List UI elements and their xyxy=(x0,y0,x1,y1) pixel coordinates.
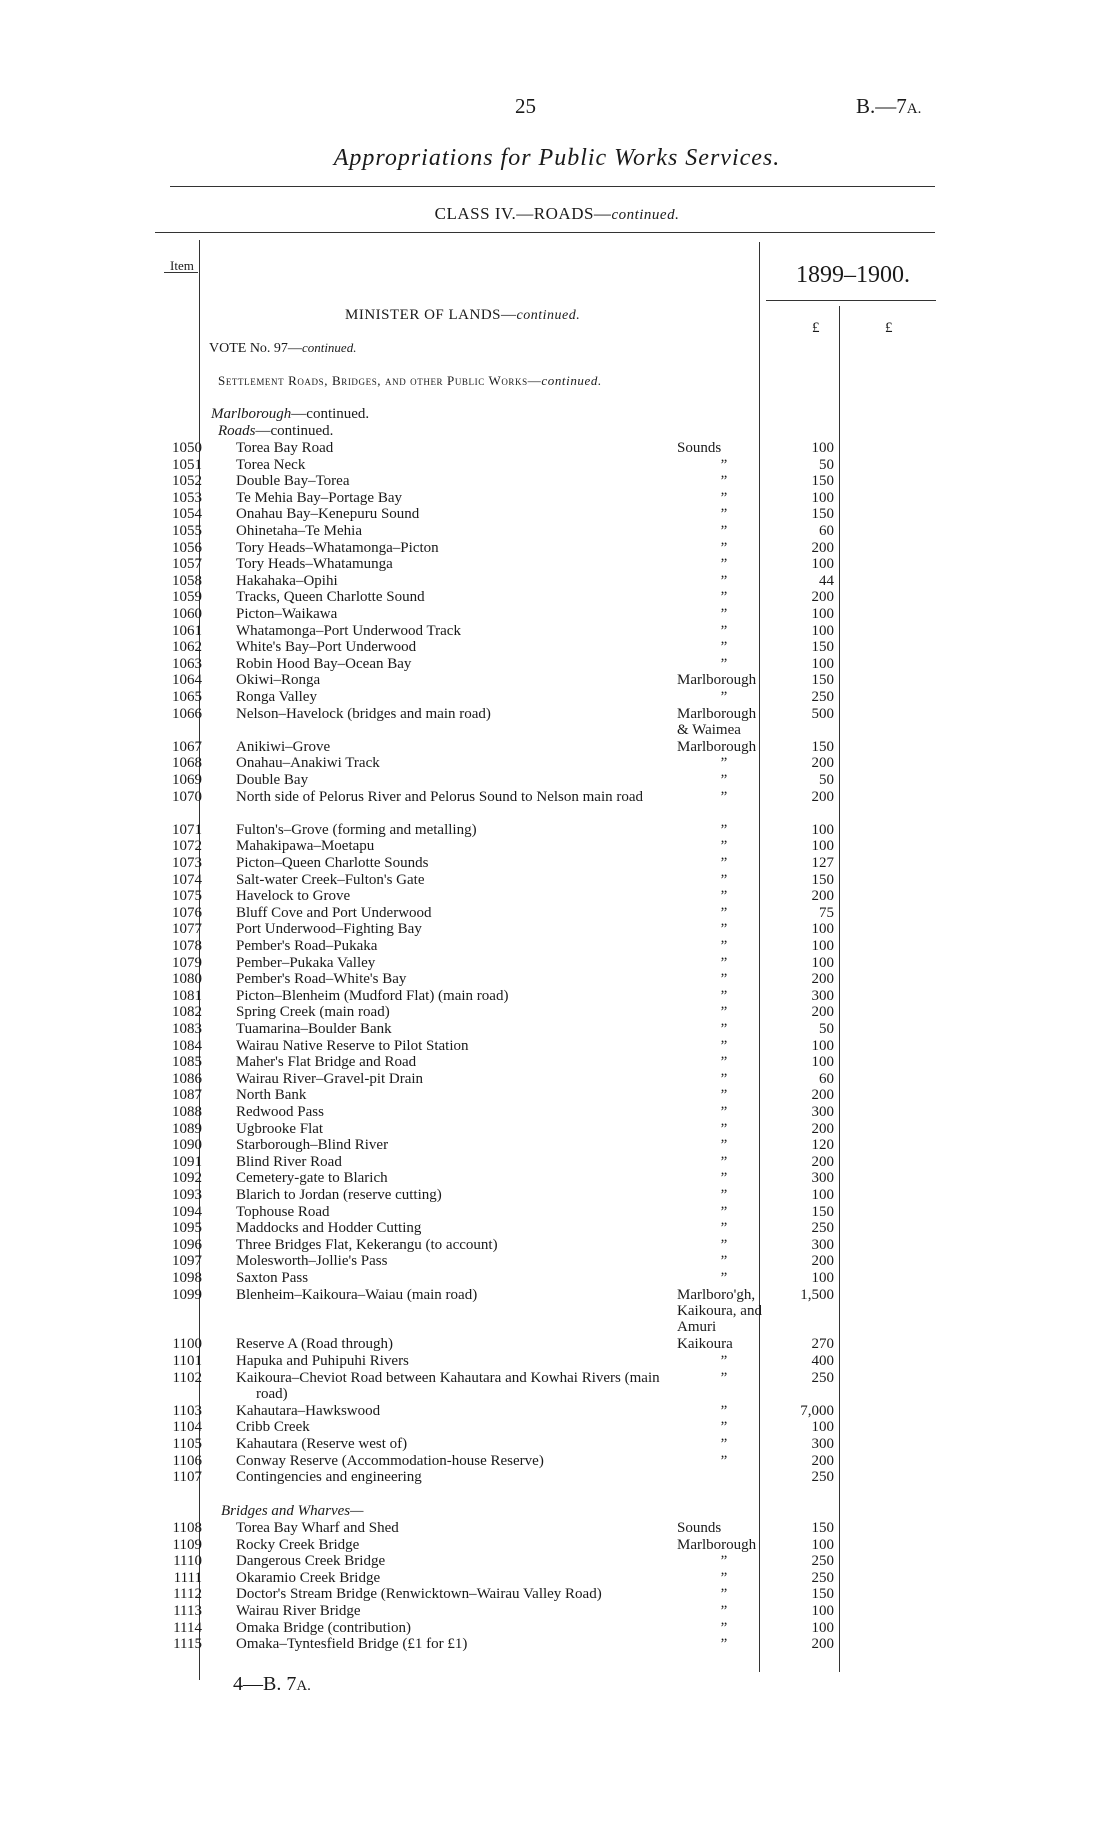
item-number: 1077 xyxy=(172,921,202,938)
district: ” xyxy=(720,1153,728,1170)
district: ” xyxy=(720,1452,728,1469)
item-number: 1112 xyxy=(173,1586,202,1603)
minister-heading xyxy=(345,307,580,324)
item-number: 1081 xyxy=(172,987,202,1004)
district: ” xyxy=(720,473,728,490)
amount: 100 xyxy=(811,1054,834,1071)
district: ” xyxy=(720,1104,728,1120)
class-continued: continued. xyxy=(611,207,680,223)
district: ” xyxy=(720,456,728,473)
amount: 300 xyxy=(811,1236,834,1253)
district: ” xyxy=(720,655,728,672)
amount: 300 xyxy=(811,1104,834,1120)
amount: 200 xyxy=(811,539,834,556)
year-header-rule xyxy=(766,300,936,301)
item-number: 1078 xyxy=(172,938,202,954)
item-number: 1108 xyxy=(172,1520,202,1536)
district: Marlborough & Waimea xyxy=(677,705,757,738)
item-number: 1062 xyxy=(172,639,202,656)
work-name: Havelock to Grove xyxy=(236,888,351,905)
item-number: 1113 xyxy=(173,1603,202,1619)
item-number: 1072 xyxy=(172,838,202,855)
work-name: Ugbrooke Flat xyxy=(236,1120,324,1137)
item-number: 1074 xyxy=(172,871,202,888)
roads-label: Roads xyxy=(218,423,256,439)
amount: 200 xyxy=(811,888,834,905)
item-number: 1070 xyxy=(172,788,202,805)
work-name: Nelson–Havelock (bridges and main road) xyxy=(236,705,491,722)
item-number: 1052 xyxy=(172,473,202,490)
work-name: Cribb Creek xyxy=(236,1419,310,1436)
amount: 270 xyxy=(811,1336,834,1353)
amount: 200 xyxy=(811,1120,834,1137)
work-name: Torea Bay Wharf and Shed xyxy=(236,1520,399,1536)
work-name: North Bank xyxy=(236,1087,307,1104)
item-number: 1054 xyxy=(172,506,202,523)
district: ” xyxy=(720,838,728,855)
currency-symbol-1: £ xyxy=(812,320,820,336)
item-number: 1069 xyxy=(172,772,202,788)
page-number: 25 xyxy=(515,94,536,118)
amount: 300 xyxy=(811,1436,834,1452)
district: ” xyxy=(720,954,728,971)
amount: 250 xyxy=(811,1220,834,1237)
work-name: Saxton Pass xyxy=(236,1270,309,1286)
district: ” xyxy=(720,1603,728,1619)
signature-suffix: A. xyxy=(296,1678,311,1694)
amount: 1,500 xyxy=(800,1286,834,1303)
amount: 60 xyxy=(819,1070,834,1087)
work-name: Pember's Road–White's Bay xyxy=(236,971,407,988)
class-heading xyxy=(0,204,1114,224)
district: ” xyxy=(720,1253,728,1270)
work-name: Bluff Cove and Port Underwood xyxy=(236,904,432,921)
signature-main: 4—B. 7 xyxy=(233,1673,297,1695)
amount: 250 xyxy=(811,1553,834,1570)
settlement-continued: continued. xyxy=(541,373,602,388)
item-number: 1110 xyxy=(173,1553,202,1570)
work-name: Maddocks and Hodder Cutting xyxy=(236,1220,422,1237)
item-number: 1067 xyxy=(172,738,202,755)
item-number: 1058 xyxy=(172,572,202,589)
amount: 50 xyxy=(819,1021,834,1037)
item-number: 1053 xyxy=(172,489,202,506)
work-name: Pember's Road–Pukaka xyxy=(236,938,378,954)
district: ” xyxy=(720,904,728,921)
district: ” xyxy=(720,1037,728,1054)
district: ” xyxy=(720,1369,728,1386)
region-heading xyxy=(211,406,369,423)
amount: 100 xyxy=(811,1187,834,1203)
district: ” xyxy=(720,1187,728,1203)
district: ” xyxy=(720,921,728,938)
item-number: 1083 xyxy=(172,1021,202,1037)
district: ” xyxy=(720,987,728,1004)
doc-ref-suffix: A. xyxy=(906,101,922,117)
amount: 100 xyxy=(811,1270,834,1286)
amount: 200 xyxy=(811,1452,834,1469)
district: ” xyxy=(720,506,728,523)
amount: 200 xyxy=(811,1636,834,1653)
work-name: White's Bay–Port Underwood xyxy=(236,639,417,656)
amount: 100 xyxy=(811,1037,834,1054)
work-name: Onahau Bay–Kenepuru Sound xyxy=(236,506,420,523)
item-number: 1090 xyxy=(172,1137,202,1154)
amount: 100 xyxy=(811,821,834,838)
district: ” xyxy=(720,1021,728,1037)
district: Kaikoura xyxy=(677,1336,733,1353)
district: ” xyxy=(720,589,728,606)
work-name: Picton–Queen Charlotte Sounds xyxy=(236,855,429,871)
district: Marlborough xyxy=(677,738,757,755)
work-name: Wairau Native Reserve to Pilot Station xyxy=(236,1037,469,1054)
work-name: Kahautara–Hawkswood xyxy=(236,1402,381,1419)
district: ” xyxy=(720,1137,728,1154)
item-number: 1089 xyxy=(172,1120,202,1137)
work-name: Okiwi–Ronga xyxy=(236,672,321,689)
item-number: 1064 xyxy=(172,672,202,689)
item-number: 1093 xyxy=(172,1187,202,1203)
district: ” xyxy=(720,1402,728,1419)
item-number: 1060 xyxy=(172,606,202,622)
amount: 250 xyxy=(811,1469,834,1486)
amount: 100 xyxy=(811,556,834,573)
district: ” xyxy=(720,539,728,556)
amount: 150 xyxy=(811,1586,834,1603)
signature-mark xyxy=(233,1673,311,1696)
work-name: Conway Reserve (Accommodation-house Reserve) xyxy=(236,1452,544,1469)
amount: 200 xyxy=(811,1153,834,1170)
item-number: 1065 xyxy=(172,689,202,705)
amount: 250 xyxy=(811,1569,834,1586)
amount: 100 xyxy=(811,1536,834,1553)
district: ” xyxy=(720,938,728,954)
amount: 127 xyxy=(811,855,834,871)
item-number: 1101 xyxy=(172,1353,202,1369)
work-name: Double Bay–Torea xyxy=(236,473,350,490)
vote-continued: continued. xyxy=(301,340,357,355)
district: ” xyxy=(720,1619,728,1636)
amount: 75 xyxy=(819,904,834,921)
amount: 200 xyxy=(811,1087,834,1104)
amount: 44 xyxy=(819,572,834,589)
work-name: Ronga Valley xyxy=(236,689,317,705)
work-name: Mahakipawa–Moetapu xyxy=(236,838,375,855)
amount: 300 xyxy=(811,1170,834,1187)
district: ” xyxy=(720,1553,728,1570)
work-name: Wairau River–Gravel-pit Drain xyxy=(236,1070,424,1087)
vote-heading xyxy=(209,340,356,357)
district: Sounds xyxy=(677,1520,722,1536)
work-name: Port Underwood–Fighting Bay xyxy=(236,921,422,938)
work-name: Tracks, Queen Charlotte Sound xyxy=(236,589,425,606)
district: Marlboro'gh, Kaikoura, and Amuri xyxy=(677,1286,762,1335)
work-name: North side of Pelorus River and Pelorus Sound to Nelson main road xyxy=(236,788,644,805)
amount: 200 xyxy=(811,755,834,772)
item-number: 1071 xyxy=(172,821,202,838)
district: ” xyxy=(720,1170,728,1187)
work-name: Wairau River Bridge xyxy=(236,1603,361,1619)
amount: 60 xyxy=(819,523,834,539)
item-number: 1106 xyxy=(172,1452,202,1469)
work-name: Omaka–Tyntesfield Bridge (£1 for £1) xyxy=(236,1636,468,1653)
amount: 100 xyxy=(811,921,834,938)
work-name: Robin Hood Bay–Ocean Bay xyxy=(236,655,412,672)
amount: 100 xyxy=(811,1603,834,1619)
work-name: Salt-water Creek–Fulton's Gate xyxy=(236,871,425,888)
item-number: 1059 xyxy=(172,589,202,606)
currency-symbol-2: £ xyxy=(885,320,893,336)
item-number: 1085 xyxy=(172,1054,202,1071)
work-name: Kaikoura–Cheviot Road between Kahautara and Kowhai Rivers (main road) xyxy=(236,1369,660,1402)
doc-ref-main: B.—7 xyxy=(856,94,907,118)
item-number: 1100 xyxy=(172,1336,202,1353)
district: ” xyxy=(720,1203,728,1220)
item-number: 1076 xyxy=(172,904,202,921)
district: ” xyxy=(720,755,728,772)
roads-continued: —continued. xyxy=(255,423,334,439)
amount: 100 xyxy=(811,440,834,456)
amount: 500 xyxy=(811,705,834,722)
work-name: Torea Bay Road xyxy=(236,440,334,456)
amount: 7,000 xyxy=(800,1402,834,1419)
item-number: 1051 xyxy=(172,456,202,473)
district: ” xyxy=(720,489,728,506)
item-number: 1080 xyxy=(172,971,202,988)
district: ” xyxy=(720,1054,728,1071)
item-number: 1075 xyxy=(172,888,202,905)
amount: 150 xyxy=(811,871,834,888)
item-number: 1096 xyxy=(172,1236,202,1253)
work-name: Okaramio Creek Bridge xyxy=(236,1569,381,1586)
amount: 100 xyxy=(811,1619,834,1636)
settlement-label: Settlement Roads, Bridges, and other Public Works— xyxy=(218,373,542,388)
work-name: Hakahaka–Opihi xyxy=(236,572,338,589)
district: ” xyxy=(720,606,728,622)
amount: 100 xyxy=(811,1419,834,1436)
item-number: 1084 xyxy=(172,1037,202,1054)
district: ” xyxy=(720,871,728,888)
district: ” xyxy=(720,523,728,539)
work-name: Spring Creek (main road) xyxy=(236,1004,390,1021)
item-number: 1115 xyxy=(173,1636,202,1653)
district: ” xyxy=(720,1636,728,1653)
district: Marlborough xyxy=(677,672,757,689)
amount: 100 xyxy=(811,489,834,506)
district: ” xyxy=(720,572,728,589)
amount: 50 xyxy=(819,456,834,473)
work-name: Maher's Flat Bridge and Road xyxy=(236,1054,417,1071)
item-number: 1109 xyxy=(172,1536,202,1553)
item-number: 1097 xyxy=(172,1253,202,1270)
district: ” xyxy=(720,1070,728,1087)
item-number: 1055 xyxy=(172,523,202,539)
district: ” xyxy=(720,772,728,788)
district: Marlborough xyxy=(677,1536,757,1553)
item-number: 1056 xyxy=(172,539,202,556)
item-number: 1050 xyxy=(172,440,202,456)
work-name: Dangerous Creek Bridge xyxy=(236,1553,386,1570)
item-number: 1094 xyxy=(172,1203,202,1220)
work-name: Ohinetaha–Te Mehia xyxy=(236,523,362,539)
item-number: 1068 xyxy=(172,755,202,772)
amount: 250 xyxy=(811,1369,834,1386)
work-name: Tophouse Road xyxy=(236,1203,330,1220)
work-name: Double Bay xyxy=(236,772,309,788)
item-number: 1104 xyxy=(172,1419,202,1436)
amount: 150 xyxy=(811,1203,834,1220)
district: ” xyxy=(720,1087,728,1104)
work-name: Cemetery-gate to Blarich xyxy=(236,1170,388,1187)
roads-subheading xyxy=(218,423,333,440)
item-number: 1082 xyxy=(172,1004,202,1021)
amount: 300 xyxy=(811,987,834,1004)
district: ” xyxy=(720,971,728,988)
amount: 200 xyxy=(811,1004,834,1021)
settlement-heading xyxy=(218,373,602,389)
item-number: 1063 xyxy=(172,655,202,672)
work-name: Kahautara (Reserve west of) xyxy=(236,1436,408,1452)
work-name: Pember–Pukaka Valley xyxy=(236,954,376,971)
item-number: 1107 xyxy=(172,1469,202,1486)
amount: 250 xyxy=(811,689,834,705)
item-number: 1095 xyxy=(172,1220,202,1237)
item-number: 1086 xyxy=(172,1070,202,1087)
work-name: Picton–Blenheim (Mudford Flat) (main road) xyxy=(236,987,509,1004)
work-name: Torea Neck xyxy=(236,456,306,473)
vote-label: VOTE No. 97— xyxy=(209,341,302,356)
district: ” xyxy=(720,1120,728,1137)
document-reference xyxy=(856,94,921,119)
title-rule xyxy=(170,186,935,187)
district: ” xyxy=(720,788,728,805)
amount: 200 xyxy=(811,788,834,805)
work-name: Blenheim–Kaikoura–Waiau (main road) xyxy=(236,1286,478,1303)
district: ” xyxy=(720,1236,728,1253)
work-name: Rocky Creek Bridge xyxy=(236,1536,360,1553)
work-name: Blind River Road xyxy=(236,1153,342,1170)
work-name: Omaka Bridge (contribution) xyxy=(236,1619,411,1636)
item-number: 1111 xyxy=(173,1569,202,1586)
work-name: Tuamarina–Boulder Bank xyxy=(236,1021,392,1037)
item-column-header: Item xyxy=(170,258,194,273)
work-name: Redwood Pass xyxy=(236,1104,324,1120)
district: ” xyxy=(720,556,728,573)
work-name: Whatamonga–Port Underwood Track xyxy=(236,622,461,639)
work-name: Doctor's Stream Bridge (Renwicktown–Wairau Valley Road) xyxy=(236,1586,602,1603)
item-number: 1103 xyxy=(172,1402,202,1419)
district: ” xyxy=(720,1004,728,1021)
amount: 400 xyxy=(811,1353,834,1369)
district: Sounds xyxy=(677,440,722,456)
amount: 200 xyxy=(811,971,834,988)
amount: 150 xyxy=(811,639,834,656)
district: ” xyxy=(720,1270,728,1286)
work-name: Tory Heads–Whatamunga xyxy=(236,556,393,573)
amount: 150 xyxy=(811,1520,834,1536)
work-name: Reserve A (Road through) xyxy=(236,1336,394,1353)
amount: 120 xyxy=(811,1137,834,1154)
page-title: Appropriations for Public Works Services. xyxy=(333,145,781,171)
amount: 200 xyxy=(811,589,834,606)
amount: 50 xyxy=(819,772,834,788)
minister-continued: continued. xyxy=(516,308,581,323)
work-name: Anikiwi–Grove xyxy=(236,738,331,755)
district: ” xyxy=(720,689,728,705)
item-number: 1092 xyxy=(172,1170,202,1187)
work-name: Picton–Waikawa xyxy=(236,606,338,622)
work-name: Contingencies and engineering xyxy=(236,1469,422,1486)
item-number: 1066 xyxy=(172,705,202,722)
amount: 150 xyxy=(811,506,834,523)
item-number: 1105 xyxy=(172,1436,202,1452)
district: ” xyxy=(720,821,728,838)
district: ” xyxy=(720,639,728,656)
work-name: Hapuka and Puhipuhi Rivers xyxy=(236,1353,409,1369)
item-number: 1073 xyxy=(172,855,202,871)
amount: 100 xyxy=(811,622,834,639)
minister-label: MINISTER OF LANDS— xyxy=(345,307,517,323)
amount: 200 xyxy=(811,1253,834,1270)
district: ” xyxy=(720,1586,728,1603)
item-number: 1079 xyxy=(172,954,202,971)
amount: 100 xyxy=(811,655,834,672)
work-name: Tory Heads–Whatamonga–Picton xyxy=(236,539,439,556)
district: ” xyxy=(720,1436,728,1452)
district: ” xyxy=(720,855,728,871)
work-name: Fulton's–Grove (forming and metalling) xyxy=(236,821,477,838)
year-column-header: 1899–1900. xyxy=(796,262,910,288)
region-label: Marlborough xyxy=(211,406,292,422)
table-top-rule xyxy=(155,232,935,233)
item-number: 1098 xyxy=(172,1270,202,1286)
item-number: 1088 xyxy=(172,1104,202,1120)
bridges-subheading: Bridges and Wharves— xyxy=(221,1503,364,1519)
item-number: 1091 xyxy=(172,1153,202,1170)
district: ” xyxy=(720,1353,728,1369)
work-name: Starborough–Blind River xyxy=(236,1137,389,1154)
work-name: Te Mehia Bay–Portage Bay xyxy=(236,489,402,506)
district: ” xyxy=(720,888,728,905)
district: ” xyxy=(720,1419,728,1436)
work-name: Blarich to Jordan (reserve cutting) xyxy=(236,1187,442,1203)
work-name: Molesworth–Jollie's Pass xyxy=(236,1253,388,1270)
item-number: 1114 xyxy=(173,1619,202,1636)
amount: 150 xyxy=(811,672,834,689)
district: ” xyxy=(720,1220,728,1237)
item-number: 1057 xyxy=(172,556,202,573)
item-number: 1061 xyxy=(172,622,202,639)
class-label: CLASS IV.—ROADS— xyxy=(434,204,612,223)
amount: 150 xyxy=(811,738,834,755)
amount: 100 xyxy=(811,938,834,954)
amount: 150 xyxy=(811,473,834,490)
item-number: 1102 xyxy=(172,1369,202,1386)
work-name: Onahau–Anakiwi Track xyxy=(236,755,380,772)
work-name: Three Bridges Flat, Kekerangu (to account) xyxy=(236,1236,498,1253)
item-number: 1099 xyxy=(172,1286,202,1303)
district: ” xyxy=(720,622,728,639)
amount-column-rule-right xyxy=(839,306,840,1672)
district: ” xyxy=(720,1569,728,1586)
amount: 100 xyxy=(811,838,834,855)
amount: 100 xyxy=(811,606,834,622)
region-continued: —continued. xyxy=(291,406,370,422)
amount: 100 xyxy=(811,954,834,971)
item-number: 1087 xyxy=(172,1087,202,1104)
